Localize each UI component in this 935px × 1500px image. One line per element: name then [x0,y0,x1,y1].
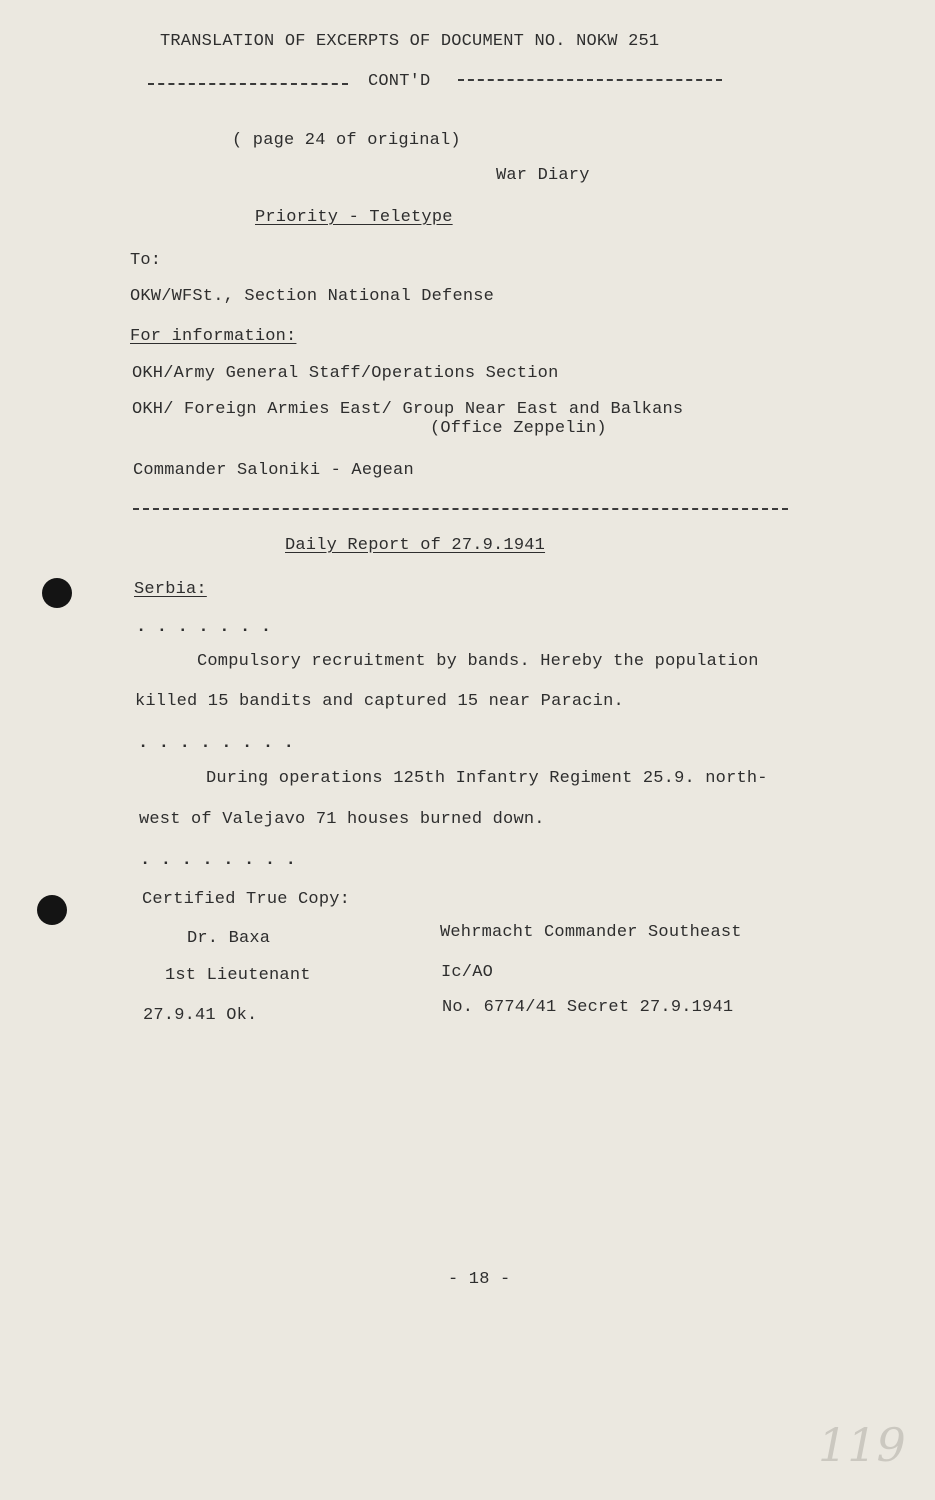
recipient: OKW/WFSt., Section National Defense [130,287,495,306]
info-recipient-2: OKH/ Foreign Armies East/ Group Near East and Balkans [132,400,684,419]
paragraph-2-line-1: During operations 125th Infantry Regiment 25.9. north- [206,769,768,788]
signatory-name: Dr. Baxa [187,929,271,948]
contd-label: CONT'D [368,72,431,91]
document-title: TRANSLATION OF EXCERPTS OF DOCUMENT NO. NOKW 251 [160,32,660,51]
section-divider [133,508,788,510]
source-label: War Diary [496,166,590,185]
document-number: No. 6774/41 Secret 27.9.1941 [442,998,734,1017]
paragraph-1-line-1: Compulsory recruitment by bands. Hereby the population [197,652,759,671]
signatory-rank: 1st Lieutenant [165,966,311,985]
info-recipient-3: Commander Saloniki - Aegean [133,461,414,480]
omission-dots-2: . . . . . . . . [138,734,295,753]
report-title: Daily Report of 27.9.1941 [285,536,546,555]
page-reference: ( page 24 of original) [232,131,461,150]
paragraph-1-line-2: killed 15 bandits and captured 15 near Paracin. [135,692,624,711]
region-heading: Serbia: [134,580,207,599]
punch-hole-top [42,578,72,608]
omission-dots-3: . . . . . . . . [140,851,297,870]
for-information-label: For information: [130,327,297,346]
certification-date: 27.9.41 Ok. [143,1006,258,1025]
to-label: To: [130,251,162,270]
sender-office: Ic/AO [441,963,494,982]
punch-hole-bottom [37,895,67,925]
handwritten-page-note: 119 [818,1418,906,1472]
page-number: - 18 - [448,1270,511,1289]
dashed-rule-left [148,83,348,85]
sender-name: Wehrmacht Commander Southeast [440,923,742,942]
dashed-rule-right [458,79,722,81]
certified-copy-label: Certified True Copy: [142,890,351,909]
priority-heading: Priority - Teletype [255,208,453,227]
omission-dots-1: . . . . . . . [136,618,272,637]
info-recipient-2-note: (Office Zeppelin) [430,419,607,438]
paragraph-2-line-2: west of Valejavo 71 houses burned down. [139,810,545,829]
info-recipient-1: OKH/Army General Staff/Operations Section [132,364,559,383]
